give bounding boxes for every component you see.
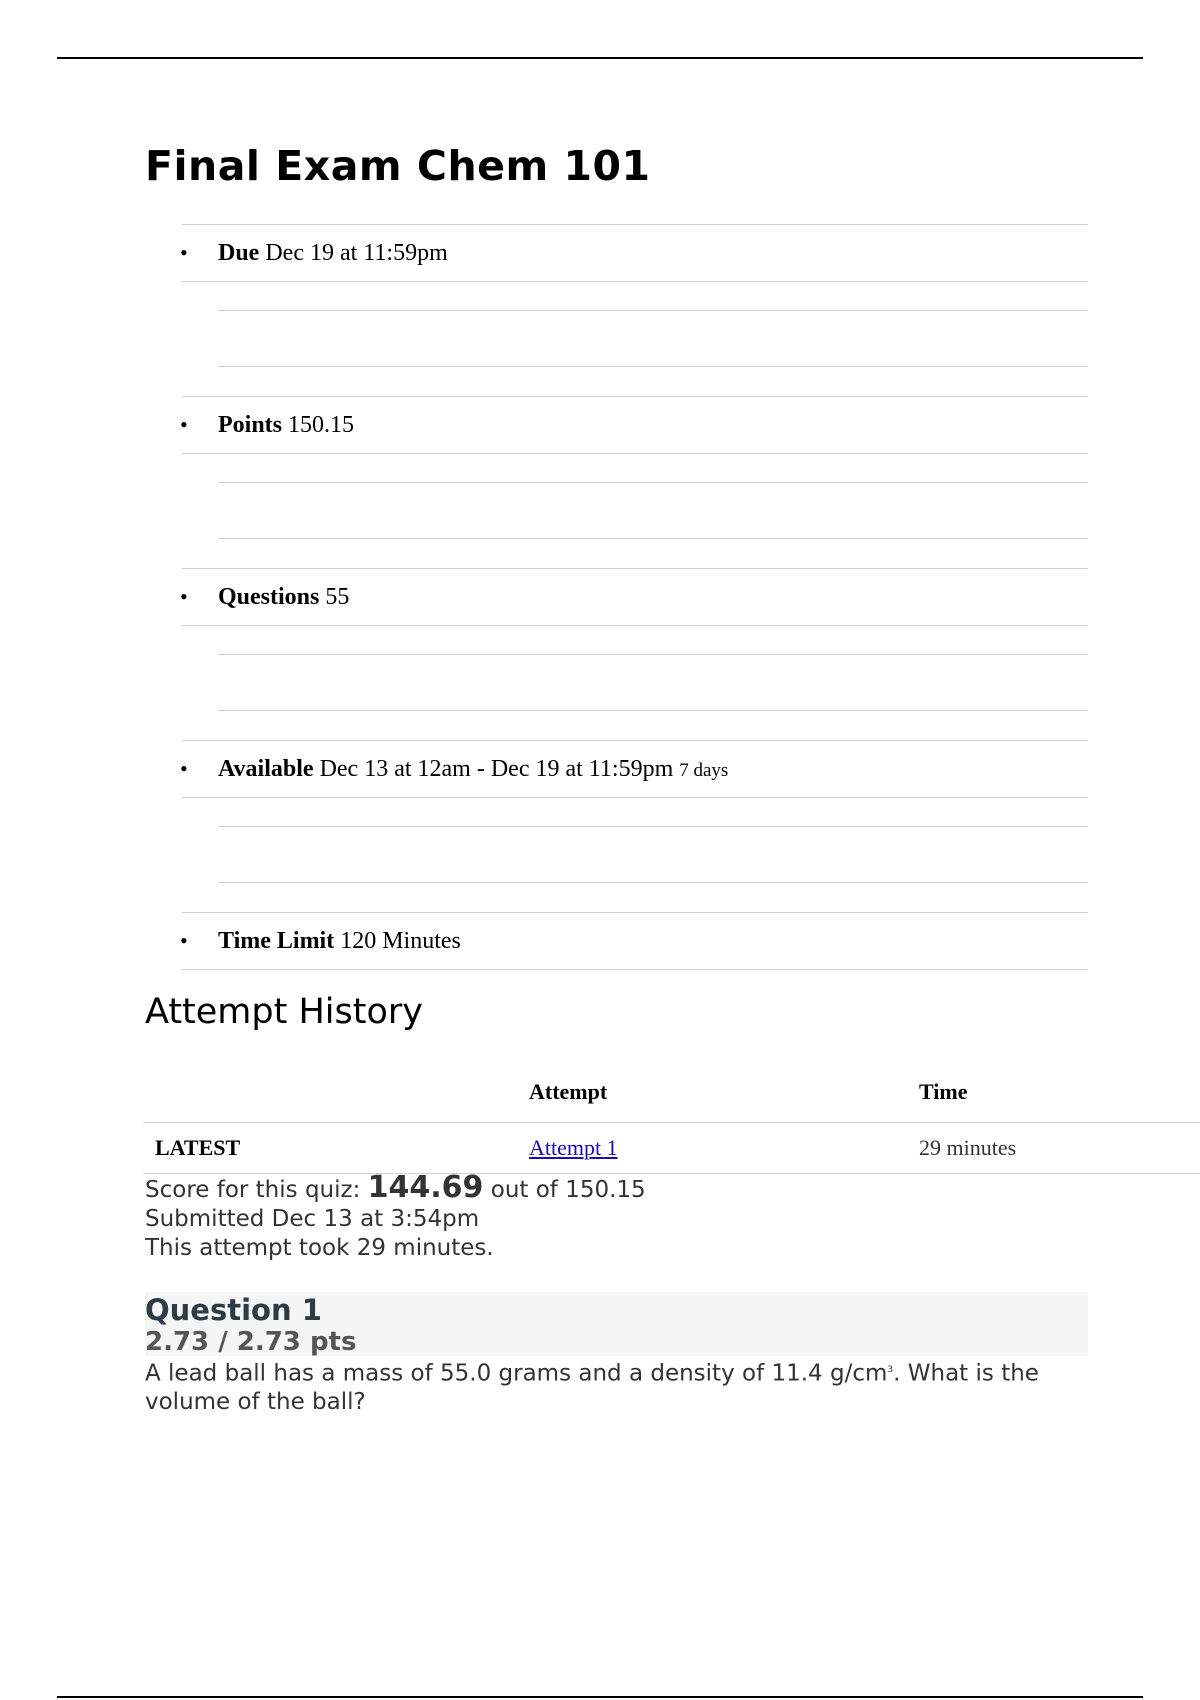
detail-spacer (182, 626, 1088, 740)
question-points: 2.73 / 2.73 pts (145, 1327, 357, 1357)
detail-label: Available (218, 756, 314, 782)
question-text: A lead ball has a mass of 55.0 grams and a density of 11.4 $g/cm^3$. What is the volume of the ball? (145, 1360, 1039, 1415)
score-suffix: out of 150.15 (490, 1177, 646, 1203)
score-prefix: Score for this quiz: (145, 1177, 361, 1203)
bullet-icon: • (180, 412, 188, 437)
detail-value: 150.15 (288, 412, 355, 438)
attempt-status-label: LATEST (143, 1123, 517, 1174)
detail-spacer (182, 798, 1088, 912)
table-header-row (143, 1062, 1200, 1123)
superscript: 3 (887, 1365, 894, 1375)
page-title: Final Exam Chem 101 (145, 142, 651, 190)
detail-questions (182, 568, 1088, 626)
attempt-duration-text: This attempt took 29 minutes. (145, 1235, 494, 1261)
column-header-attempt: Attempt (529, 1079, 608, 1104)
detail-label: Due (218, 240, 260, 266)
detail-label: Time Limit (218, 928, 335, 954)
detail-extra: 7 days (679, 760, 729, 781)
submitted-text: Submitted Dec 13 at 3:54pm (145, 1206, 480, 1232)
bullet-icon: • (180, 928, 188, 953)
detail-points (182, 396, 1088, 454)
top-page-rule (57, 57, 1143, 59)
column-header-time: Time (919, 1079, 968, 1104)
bottom-page-rule (57, 1696, 1143, 1698)
attempt-history-title: Attempt History (145, 992, 423, 1032)
bullet-icon: • (180, 584, 188, 609)
detail-spacer (182, 282, 1088, 396)
detail-value: Dec 19 at 11:59pm (265, 240, 448, 266)
detail-spacer (182, 454, 1088, 568)
detail-value: Dec 13 at 12am - Dec 19 at 11:59pm (319, 756, 674, 782)
attempt-cell (517, 1123, 907, 1174)
detail-label: Points (218, 412, 283, 438)
detail-value: 55 (325, 584, 350, 610)
table-row (143, 1123, 1200, 1174)
attempt-history-table (143, 1062, 1200, 1174)
detail-due (182, 224, 1088, 282)
quiz-details-list (182, 224, 1088, 970)
score-value: 144.69 (367, 1170, 484, 1205)
detail-value: 120 Minutes (340, 928, 461, 954)
score-line (145, 1170, 646, 1205)
detail-time-limit (182, 912, 1088, 970)
attempt-time: 29 minutes (907, 1123, 1200, 1174)
score-summary (145, 1170, 646, 1263)
question-header (145, 1292, 1088, 1356)
bullet-icon: • (180, 240, 188, 265)
attempt-link[interactable]: Attempt 1 (529, 1135, 618, 1160)
column-header-status (143, 1062, 517, 1123)
detail-label: Questions (218, 584, 320, 610)
detail-available (182, 740, 1088, 798)
bullet-icon: • (180, 756, 188, 781)
question-title: Question 1 (145, 1293, 322, 1327)
